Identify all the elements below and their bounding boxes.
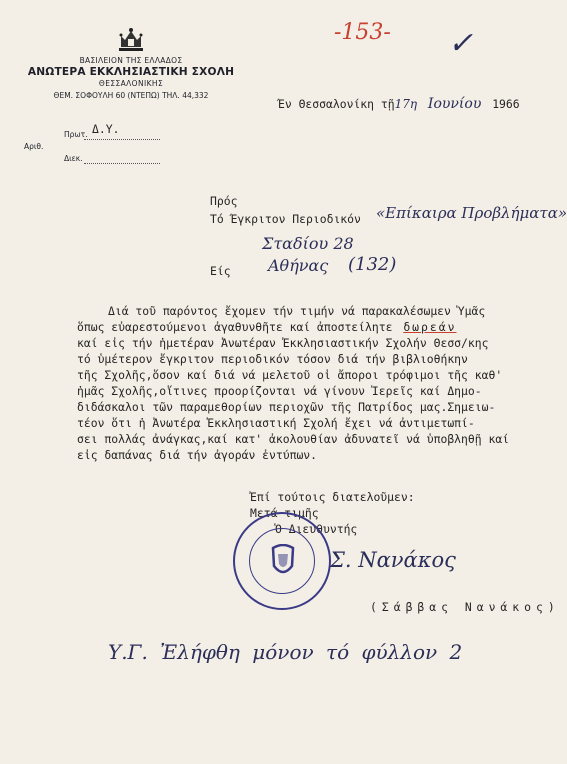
- addressee-line: Τό Έγκριτον Περιοδικόν: [210, 212, 361, 226]
- body-line-4: τό ὑμέτερον ἔγκριτον περιοδικόν τόσον διά τήν βιβλιοθήκην: [77, 352, 468, 366]
- official-seal-stamp: [233, 512, 331, 610]
- seal-emblem-icon: [270, 544, 296, 578]
- prot-value: Δ.Υ.: [92, 122, 120, 136]
- body-line-1: Διά τοῦ παρόντος ἔχομεν τήν τιμήν νά παρακαλέσωμεν Ὑμᾶς: [108, 304, 486, 318]
- eis-label: Είς: [210, 264, 231, 278]
- arith-label: Αριθ.: [24, 142, 44, 151]
- date-line: [278, 96, 520, 112]
- body-line-7: διδάσκαλοι τῶν παραμεθορίων περιοχῶν τῆς Πατρίδος μας.Σημειω-: [77, 400, 496, 414]
- body-line-2: [77, 320, 456, 334]
- school-name: ΑΝΩΤΕΡΑ ΕΚΚΛΗΣΙΑΣΤΙΚΗ ΣΧΟΛΗ: [27, 66, 235, 78]
- date-month: Ιουνίου: [427, 96, 482, 112]
- closing-line-1: Ἐπί τούτοις διατελοῦμεν:: [250, 490, 415, 504]
- body-line-5: τῆς Σχολῆς,ὅσον καί διά νά μελετοῦ οἱ ἄποροι τρόφιμοι τῆς καθ': [77, 368, 503, 382]
- postscript-handwritten: Υ.Γ. Ἐλήφθη μόνον τό φύλλον 2: [108, 640, 463, 664]
- crown-crest-icon: [115, 26, 147, 52]
- closing-line-2: Μετά τιμῆς: [250, 506, 319, 520]
- pros-label: Πρός: [210, 194, 238, 208]
- body-line-8: τέον ὅτι ἡ Ἀνωτέρα Ἐκκλησιαστική Σχολή ἔχει νά ἀντιμετωπί-: [77, 416, 475, 430]
- address-line: ΘΕΜ. ΣΟΦΟΥΛΗ 60 (ΝΤΕΠΩ) ΤΗΛ. 44,332: [53, 91, 209, 100]
- body-emphasis-free: δωρεάν: [403, 320, 457, 334]
- body-line-3: καί εἰς τήν ἡμετέραν Ἀνωτέραν Ἐκκλησιαστικήν Σχολήν Θεσσ/κης: [77, 336, 489, 350]
- addressee-street-handwritten: Σταδίου 28: [262, 234, 354, 253]
- red-number-annotation: -153-: [334, 20, 391, 45]
- kingdom-line: ΒΑΣΙΛΕΙΟΝ ΤΗΣ ΕΛΛΑΔΟΣ: [79, 56, 183, 65]
- body-line-9: σει πολλάς ἀνάγκας,καί κατ' ἀκολουθίαν ἀδυνατεῖ νά ὑποβληθῇ καί: [77, 432, 510, 446]
- body-line-2-text: ὅπως εὐαρεστούμενοι ἀγαθυνθῆτε καί ἀποστείλητε: [77, 320, 393, 334]
- date-year-prefix: 196: [492, 97, 513, 111]
- date-day: 17η: [394, 97, 418, 111]
- prot-label: Πρωτ.: [64, 130, 88, 139]
- date-prefix: Έν Θεσσαλονίκη τῇ: [278, 97, 395, 111]
- letterhead: [20, 56, 242, 100]
- signatory-name: (Σάββας Νανάκος): [370, 600, 560, 614]
- closing-title: Ὁ Διευθυντής: [275, 522, 358, 536]
- body-line-6: ἡμᾶς Σχολῆς,οἵτινες προορίζονται νά γίνουν Ἱερεῖς καί Δημο-: [77, 384, 482, 398]
- addressee-code-handwritten: (132): [348, 254, 397, 275]
- diek-label: Διεκ.: [64, 154, 83, 163]
- signature-handwritten: Σ. Νανάκος: [330, 548, 456, 572]
- addressee-city-handwritten: Αθήνας: [268, 256, 329, 275]
- diek-fill-line: [84, 162, 160, 164]
- prot-fill-line: [84, 138, 160, 140]
- addressee-title-handwritten: «Επίκαιρα Προβλήματα»: [376, 204, 567, 222]
- city-line: ΘΕΣΣΑΛΟΝΙΚΗΣ: [98, 79, 164, 88]
- body-line-10: εἰς δαπάνας διά τήν ἀγοράν ἐντύπων.: [77, 448, 318, 462]
- date-year-suffix: 6: [512, 97, 520, 111]
- check-mark-icon: ✓: [448, 26, 474, 61]
